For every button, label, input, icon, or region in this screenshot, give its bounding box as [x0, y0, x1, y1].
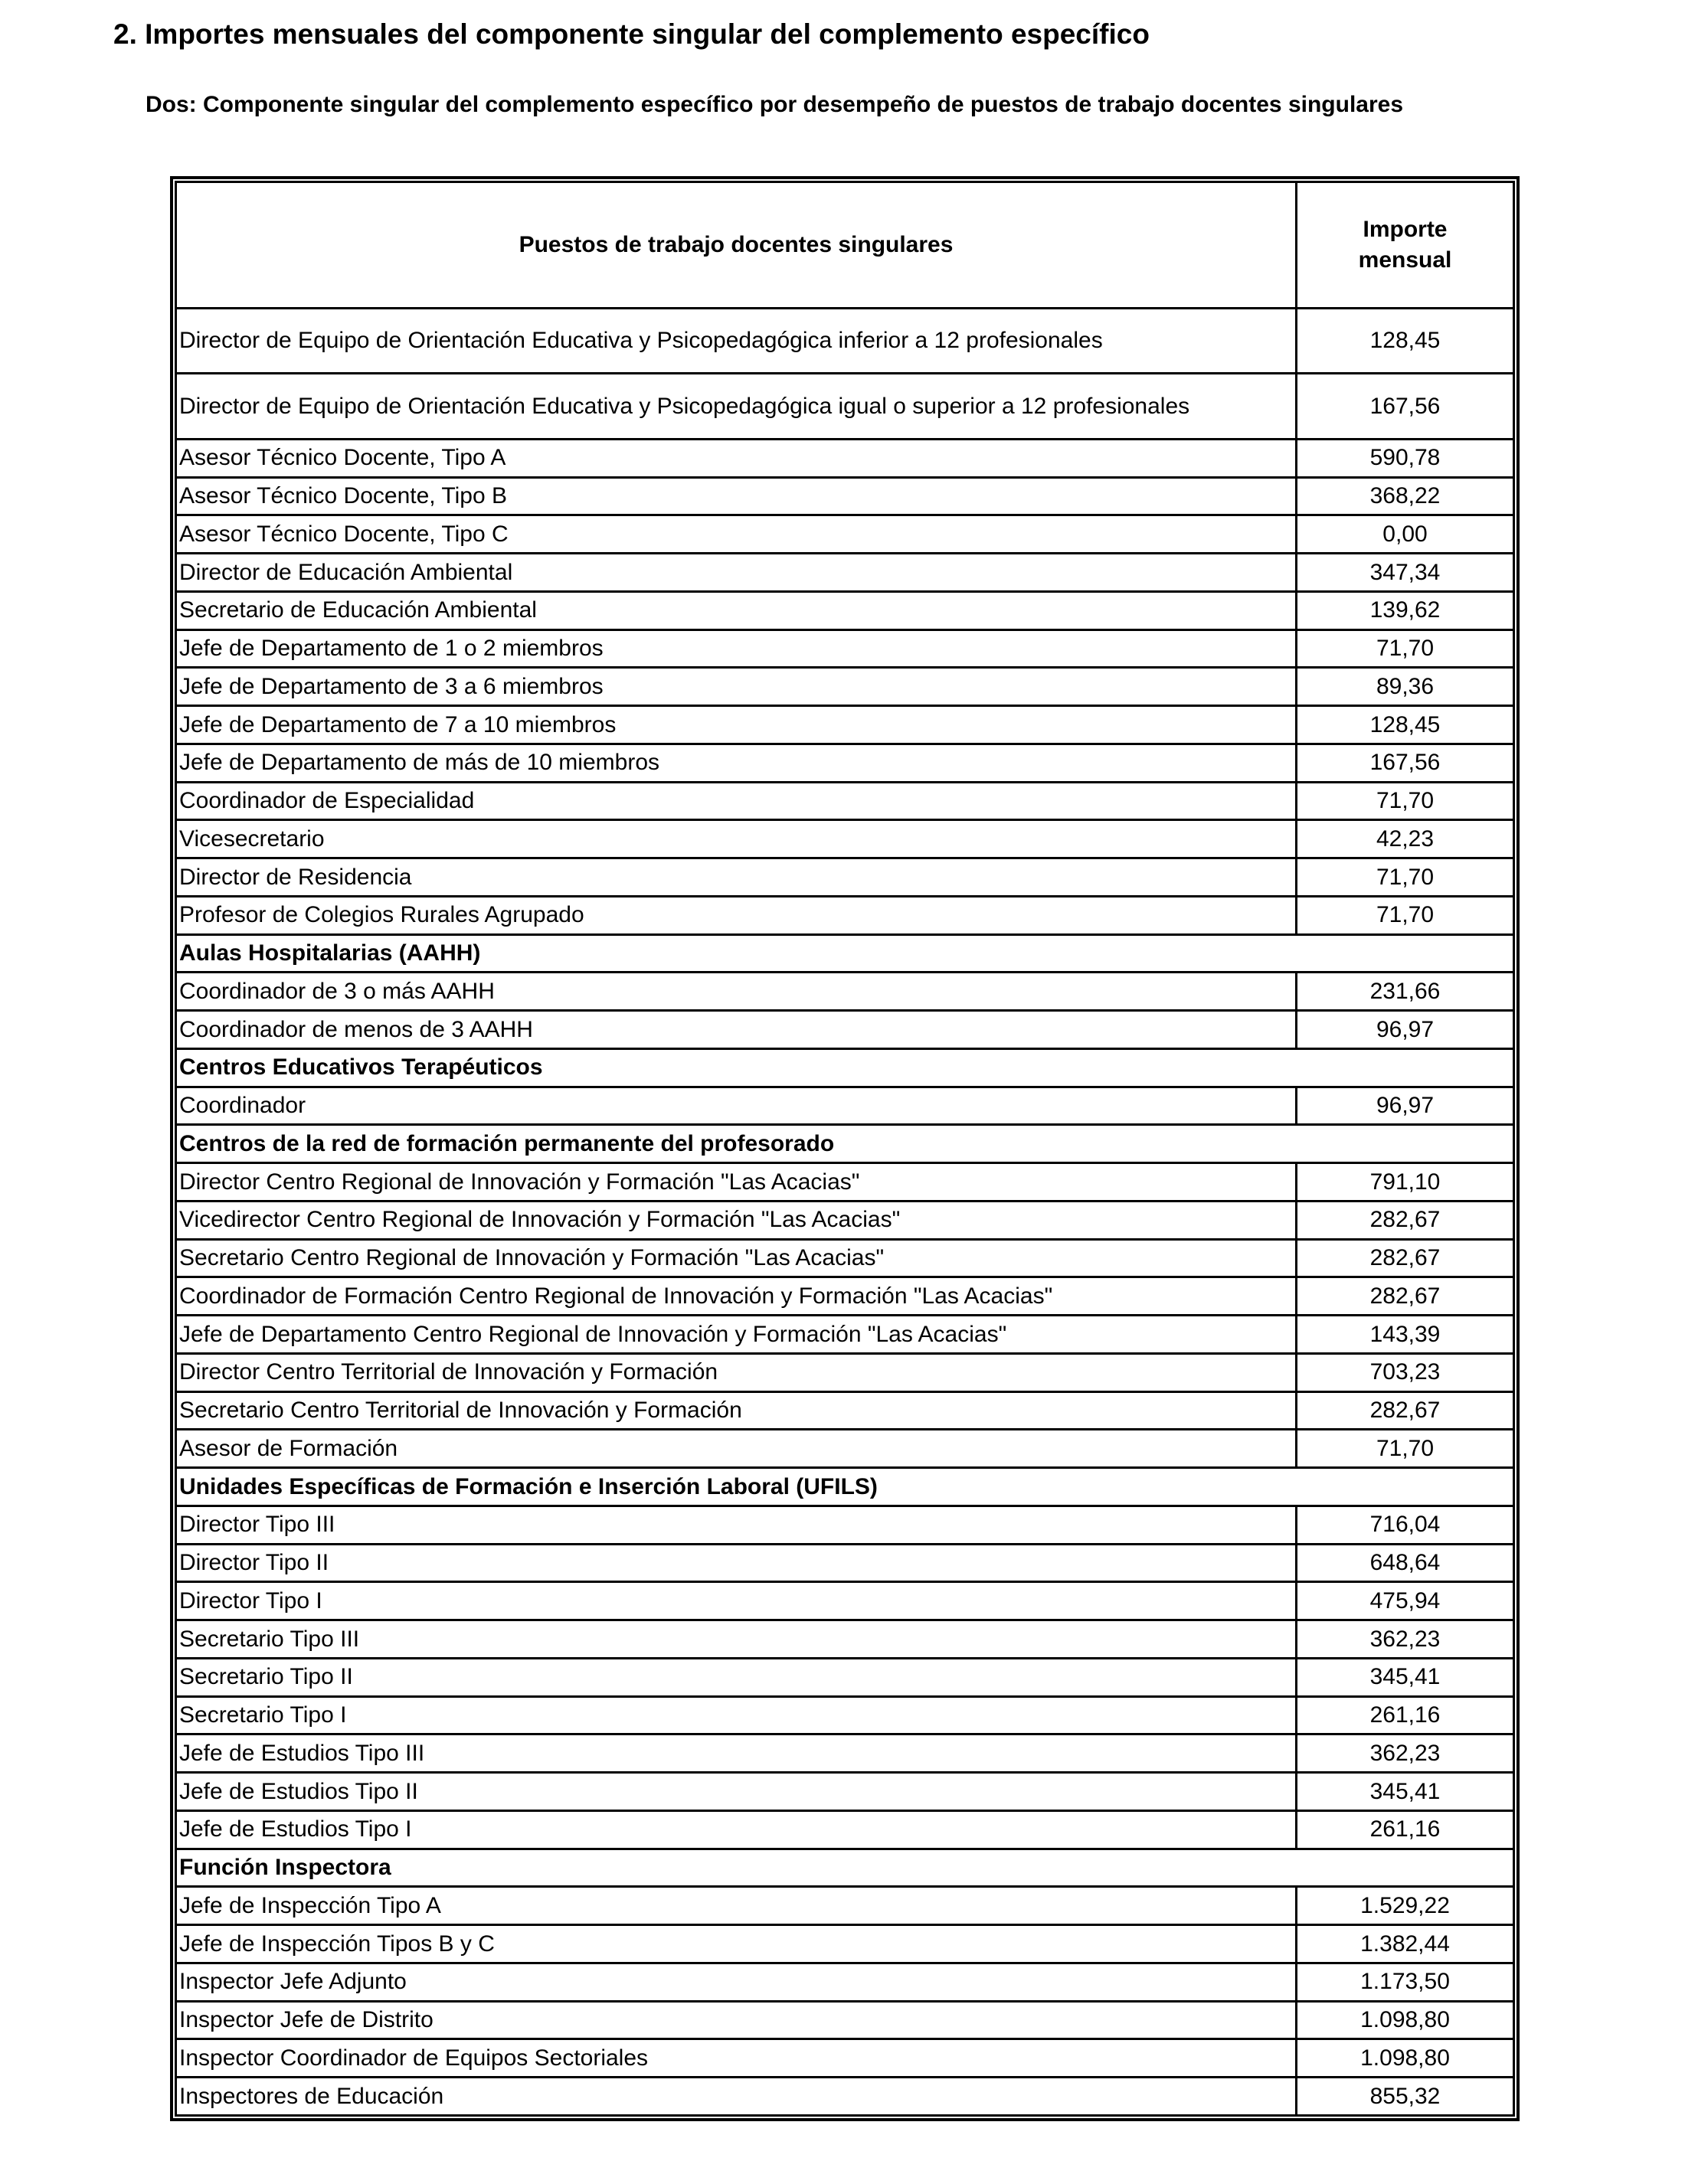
table-row	[176, 374, 1514, 439]
table-row	[176, 820, 1514, 858]
monthly-amount: 96,97	[1297, 1087, 1514, 1125]
monthly-amount: 71,70	[1297, 896, 1514, 934]
position-label: Coordinador de Formación Centro Regional de Innovación y Formación "Las Acacias"	[176, 1277, 1297, 1316]
monthly-amount: 362,23	[1297, 1734, 1514, 1773]
monthly-amount: 261,16	[1297, 1696, 1514, 1734]
section-header-label: Unidades Específicas de Formación e Inserción Laboral (UFILS)	[176, 1468, 1514, 1506]
table-row	[176, 896, 1514, 934]
table-row	[176, 973, 1514, 1011]
table-row	[176, 1925, 1514, 1963]
position-label: Secretario Tipo II	[176, 1658, 1297, 1696]
table-row	[176, 744, 1514, 782]
position-label: Inspectores de Educación	[176, 2078, 1297, 2116]
position-label: Inspector Coordinador de Equipos Sectoriales	[176, 2039, 1297, 2078]
section-title: 2. Importes mensuales del componente singular del complemento específico	[113, 18, 1150, 50]
table-row	[176, 591, 1514, 629]
position-label: Secretario Tipo III	[176, 1620, 1297, 1659]
position-label: Secretario Centro Regional de Innovación y Formación "Las Acacias"	[176, 1239, 1297, 1277]
table-row	[176, 554, 1514, 592]
position-label: Jefe de Departamento de 1 o 2 miembros	[176, 629, 1297, 668]
table-row	[176, 1239, 1514, 1277]
table-row	[176, 477, 1514, 515]
monthly-amount: 71,70	[1297, 1430, 1514, 1468]
position-label: Director Centro Territorial de Innovación y Formación	[176, 1353, 1297, 1391]
monthly-amount: 648,64	[1297, 1544, 1514, 1582]
position-label: Director de Educación Ambiental	[176, 554, 1297, 592]
position-label: Coordinador de Especialidad	[176, 782, 1297, 820]
table-row	[176, 1316, 1514, 1354]
table-row	[176, 1163, 1514, 1202]
table-row	[176, 1011, 1514, 1049]
monthly-amount: 89,36	[1297, 668, 1514, 706]
monthly-amount: 590,78	[1297, 439, 1514, 477]
position-label: Secretario Tipo I	[176, 1696, 1297, 1734]
section-header-row	[176, 934, 1514, 973]
position-label: Inspector Jefe de Distrito	[176, 2001, 1297, 2039]
position-label: Jefe de Inspección Tipo A	[176, 1887, 1297, 1925]
table-row	[176, 1353, 1514, 1391]
position-label: Director Centro Regional de Innovación y Formación "Las Acacias"	[176, 1163, 1297, 1202]
position-label: Jefe de Estudios Tipo II	[176, 1773, 1297, 1811]
table-body	[176, 309, 1514, 2116]
amounts-table	[175, 181, 1515, 2117]
position-label: Secretario de Educación Ambiental	[176, 591, 1297, 629]
monthly-amount: 716,04	[1297, 1506, 1514, 1544]
table-row	[176, 515, 1514, 554]
position-label: Jefe de Departamento de más de 10 miembros	[176, 744, 1297, 782]
monthly-amount: 1.098,80	[1297, 2001, 1514, 2039]
position-label: Jefe de Departamento Centro Regional de Innovación y Formación "Las Acacias"	[176, 1316, 1297, 1354]
table-row	[176, 858, 1514, 897]
position-label: Asesor Técnico Docente, Tipo B	[176, 477, 1297, 515]
monthly-amount: 475,94	[1297, 1582, 1514, 1620]
table-row	[176, 1391, 1514, 1430]
section-header-row	[176, 1125, 1514, 1163]
table-row	[176, 1087, 1514, 1125]
column-header-amount-line2: mensual	[1358, 247, 1452, 273]
table-row	[176, 1734, 1514, 1773]
table-row	[176, 1544, 1514, 1582]
monthly-amount: 282,67	[1297, 1239, 1514, 1277]
monthly-amount: 1.529,22	[1297, 1887, 1514, 1925]
monthly-amount: 96,97	[1297, 1011, 1514, 1049]
monthly-amount: 139,62	[1297, 591, 1514, 629]
position-label: Coordinador de 3 o más AAHH	[176, 973, 1297, 1011]
monthly-amount: 71,70	[1297, 629, 1514, 668]
position-label: Vicesecretario	[176, 820, 1297, 858]
monthly-amount: 71,70	[1297, 782, 1514, 820]
section-header-label: Función Inspectora	[176, 1849, 1514, 1887]
position-label: Director Tipo III	[176, 1506, 1297, 1544]
position-label: Director de Equipo de Orientación Educativa y Psicopedagógica igual o superior a 12 profesionales	[176, 374, 1297, 439]
position-label: Jefe de Departamento de 7 a 10 miembros	[176, 706, 1297, 744]
table-row	[176, 706, 1514, 744]
table-row	[176, 2078, 1514, 2116]
monthly-amount: 1.098,80	[1297, 2039, 1514, 2078]
table-row	[176, 1277, 1514, 1316]
table-row	[176, 1582, 1514, 1620]
section-header-row	[176, 1048, 1514, 1087]
table-row	[176, 1506, 1514, 1544]
monthly-amount: 231,66	[1297, 973, 1514, 1011]
monthly-amount: 143,39	[1297, 1316, 1514, 1354]
monthly-amount: 282,67	[1297, 1391, 1514, 1430]
position-label: Asesor Técnico Docente, Tipo A	[176, 439, 1297, 477]
position-label: Inspector Jefe Adjunto	[176, 1963, 1297, 2001]
monthly-amount: 167,56	[1297, 374, 1514, 439]
position-label: Jefe de Inspección Tipos B y C	[176, 1925, 1297, 1963]
position-label: Asesor de Formación	[176, 1430, 1297, 1468]
section-header-label: Centros Educativos Terapéuticos	[176, 1048, 1514, 1087]
column-header-amount-line1: Importe	[1363, 217, 1448, 242]
position-label: Director de Residencia	[176, 858, 1297, 897]
monthly-amount: 345,41	[1297, 1773, 1514, 1811]
position-label: Director Tipo I	[176, 1582, 1297, 1620]
table-row	[176, 1963, 1514, 2001]
table-row	[176, 1658, 1514, 1696]
position-label: Asesor Técnico Docente, Tipo C	[176, 515, 1297, 554]
position-label: Coordinador de menos de 3 AAHH	[176, 1011, 1297, 1049]
position-label: Director de Equipo de Orientación Educativa y Psicopedagógica inferior a 12 profesionales	[176, 309, 1297, 374]
table-caption: Dos: Componente singular del complemento específico por desempeño de puestos de trabajo docentes singulares	[146, 92, 1404, 117]
monthly-amount: 261,16	[1297, 1810, 1514, 1849]
table-row	[176, 782, 1514, 820]
column-header-position: Puestos de trabajo docentes singulares	[176, 182, 1297, 309]
position-label: Jefe de Departamento de 3 a 6 miembros	[176, 668, 1297, 706]
monthly-amount: 345,41	[1297, 1658, 1514, 1696]
monthly-amount: 855,32	[1297, 2078, 1514, 2116]
monthly-amount: 128,45	[1297, 309, 1514, 374]
table-row	[176, 1887, 1514, 1925]
section-header-label: Aulas Hospitalarias (AAHH)	[176, 934, 1514, 973]
monthly-amount: 347,34	[1297, 554, 1514, 592]
position-label: Secretario Centro Territorial de Innovación y Formación	[176, 1391, 1297, 1430]
monthly-amount: 1.382,44	[1297, 1925, 1514, 1963]
column-header-amount	[1297, 182, 1514, 309]
monthly-amount: 703,23	[1297, 1353, 1514, 1391]
table-frame	[170, 176, 1520, 2121]
table-row	[176, 1773, 1514, 1811]
table-row	[176, 309, 1514, 374]
position-label: Coordinador	[176, 1087, 1297, 1125]
monthly-amount: 282,67	[1297, 1277, 1514, 1316]
monthly-amount: 791,10	[1297, 1163, 1514, 1202]
monthly-amount: 1.173,50	[1297, 1963, 1514, 2001]
position-label: Profesor de Colegios Rurales Agrupado	[176, 896, 1297, 934]
table-row	[176, 1696, 1514, 1734]
position-label: Jefe de Estudios Tipo III	[176, 1734, 1297, 1773]
monthly-amount: 368,22	[1297, 477, 1514, 515]
table-row	[176, 668, 1514, 706]
monthly-amount: 0,00	[1297, 515, 1514, 554]
monthly-amount: 42,23	[1297, 820, 1514, 858]
monthly-amount: 362,23	[1297, 1620, 1514, 1659]
table-row	[176, 1620, 1514, 1659]
monthly-amount: 282,67	[1297, 1201, 1514, 1239]
table-row	[176, 2039, 1514, 2078]
monthly-amount: 71,70	[1297, 858, 1514, 897]
table-row	[176, 1810, 1514, 1849]
section-header-label: Centros de la red de formación permanente del profesorado	[176, 1125, 1514, 1163]
position-label: Director Tipo II	[176, 1544, 1297, 1582]
table-row	[176, 629, 1514, 668]
position-label: Vicedirector Centro Regional de Innovación y Formación "Las Acacias"	[176, 1201, 1297, 1239]
section-header-row	[176, 1849, 1514, 1887]
table-row	[176, 1430, 1514, 1468]
monthly-amount: 128,45	[1297, 706, 1514, 744]
table-row	[176, 439, 1514, 477]
position-label: Jefe de Estudios Tipo I	[176, 1810, 1297, 1849]
table-row	[176, 2001, 1514, 2039]
table-row	[176, 1201, 1514, 1239]
table-header-row	[176, 182, 1514, 309]
monthly-amount: 167,56	[1297, 744, 1514, 782]
section-header-row	[176, 1468, 1514, 1506]
